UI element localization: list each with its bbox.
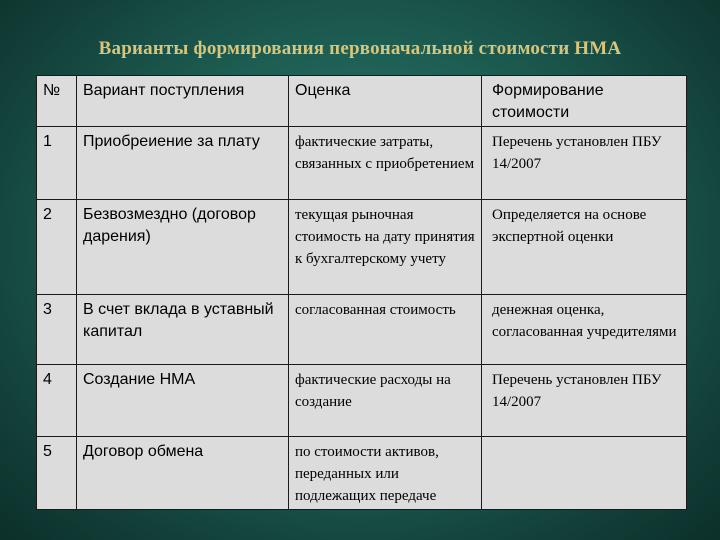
row-valuation: фактические затраты, связанных с приобретением — [289, 127, 482, 200]
row-variant: Безвозмездно (договор дарения) — [77, 200, 289, 295]
table-header-row — [37, 76, 687, 127]
row-variant: Создание НМА — [77, 365, 289, 437]
row-variant: Договор обмена — [77, 437, 289, 510]
row-number: 4 — [37, 365, 77, 437]
row-formation: Перечень установлен ПБУ 14/2007 — [482, 365, 687, 437]
header-formation: Формирование стоимости — [482, 76, 687, 127]
slide-title: Варианты формирования первоначальной стоимости НМА — [98, 38, 622, 59]
row-variant: В счет вклада в уставный капитал — [77, 295, 289, 365]
row-formation: Определяется на основе экспертной оценки — [482, 200, 687, 295]
row-formation — [482, 437, 687, 510]
table-row — [37, 365, 687, 437]
table-row — [37, 437, 687, 510]
row-valuation: фактические расходы на создание — [289, 365, 482, 437]
row-number: 2 — [37, 200, 77, 295]
row-formation: Перечень установлен ПБУ 14/2007 — [482, 127, 687, 200]
row-number: 5 — [37, 437, 77, 510]
valuation-table — [36, 75, 687, 510]
row-number: 1 — [37, 127, 77, 200]
header-valuation: Оценка — [289, 76, 482, 127]
row-number: 3 — [37, 295, 77, 365]
header-variant: Вариант поступления — [77, 76, 289, 127]
table-row — [37, 295, 687, 365]
table-row — [37, 200, 687, 295]
table-row — [37, 127, 687, 200]
row-valuation: текущая рыночная стоимость на дату принятия к бухгалтерскому учету — [289, 200, 482, 295]
header-number: № — [37, 76, 77, 127]
row-valuation: по стоимости активов, переданных или подлежащих передаче — [289, 437, 482, 510]
row-variant: Приобреиение за плату — [77, 127, 289, 200]
row-valuation: согласованная стоимость — [289, 295, 482, 365]
row-formation: денежная оценка, согласованная учредителями — [482, 295, 687, 365]
